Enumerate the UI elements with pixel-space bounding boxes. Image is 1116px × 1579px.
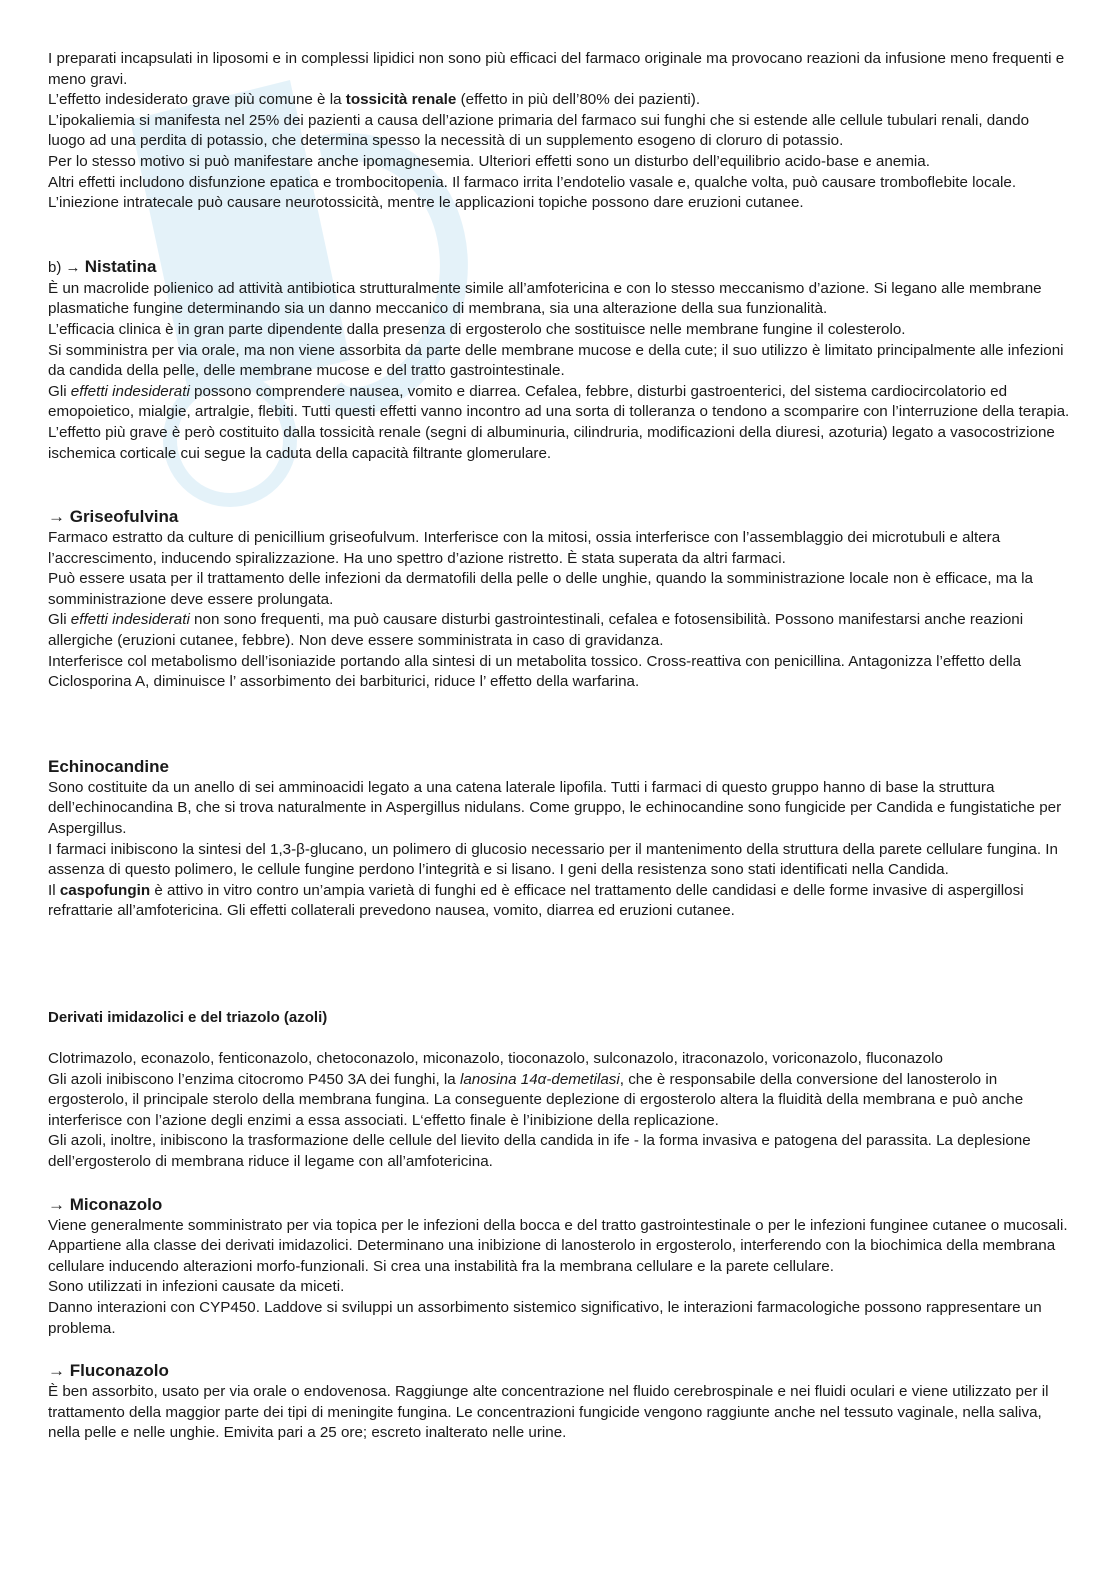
italic-term: effetti indesiderati bbox=[70, 611, 190, 629]
echinocandine-paragraph: I farmaci inibiscono la sintesi del 1,3-β-glucano, un polimero di glucosio necessario per il mantenimento della struttura della parete cellulare fungina. In assenza di questo polimero, le cellule fungine perdono l’integrità e si lisano. I geni della resistenza sono stati identificati nella Candida. bbox=[48, 840, 1058, 879]
fluconazolo-paragraph: È ben assorbito, usato per via orale o endovenosa. Raggiunge alte concentrazione nel fluido cerebrospinale e nei fluidi oculari e viene utilizzato per il trattamento della maggior parte dei tipi di meningite fungina. Le concentrazioni fungicide vengono raggiunte anche nel tessuto vaginale, nella saliva, nella pelle e nelle unghie. Emivita pari a 25 ore; escreto inalterato nelle urine. bbox=[48, 1383, 1049, 1442]
section-heading-griseofulvina: → Griseofulvina bbox=[48, 507, 179, 527]
intro-paragraph-2: L’effetto indesiderato grave più comune è la tossicità renale (effetto in più dell’80% dei pazienti). bbox=[48, 91, 701, 109]
miconazolo-paragraph: Sono utilizzati in infezioni causate da miceti. bbox=[48, 1278, 345, 1296]
intro-paragraph-3: L’ipokaliemia si manifesta nel 25% dei pazienti a causa dell’azione primaria del farmaco sui funghi che si estende alle cellule tubulari renali, dando luogo ad una perdita di potassio, che determina spesso la necessità di un supplemento esogeno di cloruro di potassio. bbox=[48, 111, 1030, 150]
griseofulvina-paragraph: Può essere usata per il trattamento delle infezioni da dermatofili della pelle o delle unghie, quando la somministrazione locale non è efficace, ma la somministrazione deve essere prolungata. bbox=[48, 570, 1033, 608]
italic-term: effetti indesiderati bbox=[70, 382, 190, 400]
intro-paragraph-5: Altri effetti includono disfunzione epatica e trombocitopenia. Il farmaco irrita l’endotelio vasale e, qualche volta, può causare tromboflebite locale. L’iniezione intratecale può causare neurotossicità, mentre le applicazioni topiche possono dare eruzioni cutanee. bbox=[48, 173, 1017, 212]
nistatina-paragraph: Gli effetti indesiderati possono comprendere nausea, vomito e diarrea. Cefalea, febbre, disturbi gastroenterici, del sistema cardiocircolatorio ed emopoietico, mialgie, artralgie, flebiti. Tutti questi effetti vanno incontro ad una sorta di tolleranza o tendono a scomparire con l’interruzione della terapia. L’effetto più grave è però costituito dalla tossicità renale (segni di albuminuria, cilindruria, modificazioni della diuresi, azoturia) legato a vasocostrizione ischemica corticale cui segue la caduta della capacità filtrante glomerulare. bbox=[48, 382, 1070, 462]
griseofulvina-paragraph: Interferisce col metabolismo dell’isoniazide portando alla sintesi di un metabolita tossico. Cross-reattiva con penicillina. Antagonizza l’effetto della Ciclosporina A, diminuisce l’ assorbimento dei barbiturici, riduce l’ effetto della warfarina. bbox=[48, 652, 1022, 691]
intro-paragraph-1: I preparati incapsulati in liposomi e in complessi lipidici non sono più efficaci del farmaco originale ma provocano reazioni da infusione meno frequenti e meno gravi. bbox=[48, 50, 1065, 88]
echinocandine-paragraph: Il caspofungin è attivo in vitro contro un’ampia varietà di funghi ed è efficace nel trattamento delle candidasi e delle forme invasive di aspergillosi refrattarie all’amfotericina. Gli effetti collaterali prevedono nausea, vomito, diarrea ed eruzioni cutanee. bbox=[48, 881, 1024, 920]
section-heading-echinocandine: Echinocandine bbox=[48, 756, 169, 776]
section-heading-azoli: Derivati imidazolici e del triazolo (azoli) bbox=[48, 1009, 328, 1026]
miconazolo-paragraph: Appartiene alla classe dei derivati imidazolici. Determinano una inibizione di lanosterolo in ergosterolo, interferendo con la biochimica della membrana cellulare inducendo alterazioni morfo-funzionali. Si crea una instabilità fra la membrana cellulare e la parete cellulare. bbox=[48, 1237, 1056, 1275]
nistatina-paragraph: L’efficacia clinica è in gran parte dipendente dalla presenza di ergosterolo che sostituisce nelle membrane fungine il colesterolo. bbox=[48, 320, 906, 338]
document-page bbox=[48, 49, 1070, 1444]
nistatina-paragraph: Si somministra per via orale, ma non viene assorbita da parte delle membrane mucose e della cute; il suo utilizzo è limitato principalmente alle infezioni da candida della pelle, delle membrane mucose e del tratto gastrointestinale. bbox=[48, 341, 1064, 380]
bold-term: tossicità renale bbox=[345, 91, 457, 109]
section-heading-nistatina: b) → Nistatina bbox=[48, 256, 157, 276]
miconazolo-paragraph: Viene generalmente somministrato per via topica per le infezioni della bocca e del tratto gastrointestinale o per le infezioni funginee cutanee o mucosali. bbox=[48, 1216, 1068, 1234]
azoli-drug-list: Clotrimazolo, econazolo, fenticonazolo, chetoconazolo, miconazolo, tioconazolo, sulconazolo, itraconazolo, voriconazolo, fluconazolo bbox=[48, 1050, 943, 1067]
echinocandine-paragraph: Sono costituite da un anello di sei amminoacidi legato a una catena laterale lipofila. Tutti i farmaci di questo gruppo hanno di base la struttura dell’echinocandina B, che si trova naturalmente in Aspergillus nidulans. Come gruppo, le echinocandine sono fungicide per Candida e fungistatiche per Aspergillus. bbox=[48, 778, 1062, 838]
nistatina-paragraph: È un macrolide polienico ad attività antibiotica strutturalmente simile all’amfotericina e con lo stesso meccanismo d’azione. Si legano alle membrane plasmatiche fungine determinando sia un danno meccanico di membrana, sia una alterazione della sua funzionalità. bbox=[48, 279, 1042, 318]
italic-term: lanosina 14α-demetilasi bbox=[459, 1070, 620, 1088]
azoli-paragraph: Gli azoli, inoltre, inibiscono la trasformazione delle cellule del lievito della candida in ife - la forma invasiva e patogena del parassita. La deplesione dell’ergosterolo di membrana riduce il legame con all’amfotericina. bbox=[48, 1132, 1031, 1170]
miconazolo-paragraph: Danno interazioni con CYP450. Laddove si sviluppi un assorbimento sistemico significativo, le interazioni farmacologiche possono rappresentare un problema. bbox=[48, 1298, 1042, 1337]
section-heading-fluconazolo: → Fluconazolo bbox=[48, 1361, 169, 1381]
section-heading-miconazolo: → Miconazolo bbox=[48, 1194, 163, 1214]
azoli-paragraph: Gli azoli inibiscono l’enzima citocromo P450 3A dei funghi, la lanosina 14α-demetilasi, che è responsabile della conversione del lanosterolo in ergosterolo, il principale sterolo della membrana fungina. La conseguente deplezione di ergosterolo altera la fluidità della membrana e può anche interferisce con l’azione degli enzimi a essa associati. L‘effetto finale è l’inibizione della replicazione. bbox=[48, 1070, 1024, 1129]
griseofulvina-paragraph: Farmaco estratto da culture di penicillium griseofulvum. Interferisce con la mitosi, ossia interferisce con l’assemblaggio dei microtubuli e altera l’accrescimento, inducendo spiralizzazione. Ha uno spettro d’azione ristretto. È stata superata da altri farmaci. bbox=[48, 529, 1001, 567]
griseofulvina-paragraph: Gli effetti indesiderati non sono frequenti, ma può causare disturbi gastrointestinali, cefalea e fotosensibilità. Possono manifestarsi anche reazioni allergiche (eruzioni cutanee, febbre). Non deve essere somministrata in caso di gravidanza. bbox=[48, 611, 1024, 650]
intro-paragraph-4: Per lo stesso motivo si può manifestare anche ipomagnesemia. Ulteriori effetti sono un disturbo dell’equilibrio acido-base e anemia. bbox=[48, 152, 930, 170]
bold-term: caspofungin bbox=[59, 881, 151, 899]
